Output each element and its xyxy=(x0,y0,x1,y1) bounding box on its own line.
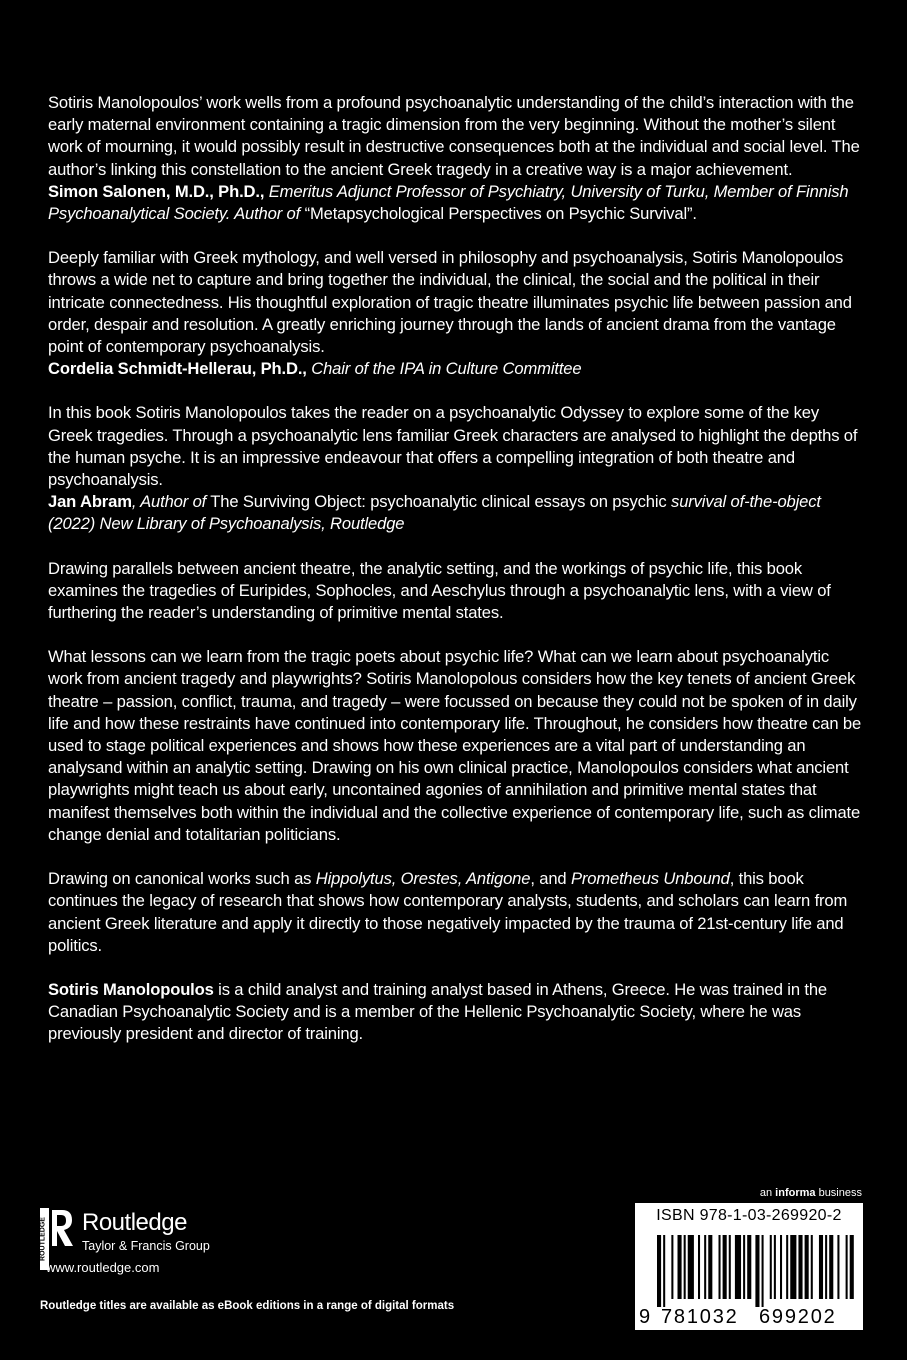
barcode-first-digit: 9 xyxy=(639,1306,651,1328)
barcode-bar xyxy=(762,1235,764,1307)
barcode-bar xyxy=(671,1235,673,1299)
barcode-bar xyxy=(786,1235,788,1299)
endorser-name: Cordelia Schmidt-Hellerau, Ph.D., xyxy=(48,359,307,379)
endorser-name: Simon Salonen, M.D., Ph.D., xyxy=(48,181,265,201)
barcode-bar xyxy=(790,1235,796,1299)
description-paragraph-1 xyxy=(48,558,863,625)
barcode-bar xyxy=(743,1235,745,1299)
barcode-bar xyxy=(805,1235,809,1299)
informa-prefix: an xyxy=(759,1187,776,1199)
barcode-bar xyxy=(780,1235,782,1299)
endorser-work: The Surviving Object: psychoanalytic clinical essays on psychic xyxy=(206,492,672,512)
barcode-bar xyxy=(657,1235,661,1307)
publisher-name: Routledge xyxy=(82,1209,187,1236)
barcode-bar xyxy=(729,1235,731,1299)
endorsement-text: Deeply familiar with Greek mythology, and well versed in philosophy and psychoanalysis, Sotiris Manolopoulos throws a wide net to capture and bring together the individual, the clinical, the social and the political in their intricate connectedness. His thoughtful exploration of tragic theatre illuminates psychic life between passion and order, despair and resolution. A greatly enriching journey through the lands of ancient drama from the vantage point of contemporary psychoanalysis. xyxy=(48,248,852,357)
barcode-bar xyxy=(688,1235,694,1299)
endorsement-text: Sotiris Manolopoulos’ work wells from a profound psychoanalytic understanding of the child’s interaction with the early maternal environment containing a tragic dimension from the very beginning. Without the mother’s silent work of mourning, it would possibly result in destructive consequences both at the individual and social level. The author’s linking this constellation to the ancient Greek tragedy in a creative way is a major achievement. xyxy=(48,93,860,179)
barcode-bar xyxy=(846,1235,848,1299)
barcode-digit-group-1: 781032 xyxy=(661,1306,739,1328)
barcode-icon xyxy=(655,1235,855,1307)
barcode-bar xyxy=(829,1235,833,1299)
barcode-bar xyxy=(663,1235,665,1307)
back-cover-text xyxy=(48,92,863,1068)
barcode-bar xyxy=(735,1235,741,1299)
description-text: What lessons can we learn from the tragic poets about psychic life? What can we learn about psychoanalytic work from ancient tragedy and playwrights? Sotiris Manolopolous considers how the key tenets of ancient Greek theatre – passion, conflict, trauma, and tragedy – were focussed on because they could not be spoken of in daily life and how these restraints have continued into contemporary life. Throughout, he considers how theatre can be used to stage political experiences and shows how these experiences are a vital part of understanding an analysand within an analytic setting. Drawing on his own clinical practice, Manolopoulos considers what ancient playwrights might teach us about early, uncontained agonies of annihilation and primitive mental states that manifest themselves both within the individual and the collective experience of contemporary life, such as climate change denial and totalitarian politicians. xyxy=(48,647,862,844)
work-title: Prometheus Unbound xyxy=(570,869,730,889)
barcode-bar xyxy=(837,1235,839,1299)
informa-brand: informa xyxy=(775,1187,816,1199)
barcode-bar xyxy=(825,1235,827,1299)
isbn-barcode-box xyxy=(635,1203,863,1330)
endorser-role: Emeritus Adjunct Professor of Psychiatry, University of Turku, Member of Finnish Psychoanalytical Society. Author of xyxy=(48,181,849,224)
about-author-text xyxy=(48,979,863,1046)
endorsement-2 xyxy=(48,247,863,380)
author-name: Sotiris Manolopoulos xyxy=(48,979,214,999)
endorsement-1 xyxy=(48,92,863,225)
barcode-bar xyxy=(704,1235,706,1299)
logo-vertical-text: ROUTLEDGE xyxy=(40,1217,47,1261)
publisher-website[interactable]: www.routledge.com xyxy=(46,1260,160,1275)
barcode-bar xyxy=(684,1235,686,1299)
description-paragraph-2 xyxy=(48,646,863,846)
barcode-bar xyxy=(798,1235,802,1299)
barcode-bar xyxy=(774,1235,776,1299)
barcode-bar xyxy=(723,1235,727,1299)
endorser-credit xyxy=(48,181,863,225)
informa-suffix: business xyxy=(815,1187,862,1199)
barcode-bar xyxy=(698,1235,700,1299)
barcode-bar xyxy=(719,1235,721,1299)
work-titles: Hippolytus, Orestes, Antigone xyxy=(315,869,531,889)
publisher-text xyxy=(82,1210,210,1254)
barcode-bar xyxy=(811,1235,813,1299)
endorser-work: “Metapsychological Perspectives on Psychic Survival”. xyxy=(304,204,697,224)
barcode-bar xyxy=(755,1235,759,1307)
ebook-note: Routledge titles are available as eBook editions in a range of digital formats xyxy=(40,1300,455,1312)
barcode-bar xyxy=(819,1235,823,1299)
isbn-label: ISBN 978-1-03-269920-2 xyxy=(656,1207,842,1224)
barcode-bar xyxy=(850,1235,854,1299)
endorsement-3 xyxy=(48,402,863,535)
author-bio: is a child analyst and training analyst based in Athens, Greece. He was trained in the Canadian Psychoanalytic Society and is a member of the Hellenic Psychoanalytic Society, where he was previously president and director of training. xyxy=(48,979,827,1044)
barcode-bar xyxy=(708,1235,712,1299)
description-paragraph-3 xyxy=(48,868,863,957)
endorser-credit xyxy=(48,491,863,535)
informa-business xyxy=(760,1187,862,1199)
endorser-role-tail: survival of-the-object (2022) New Library of Psychoanalysis, Routledge xyxy=(48,492,821,534)
endorser-role: Chair of the IPA in Culture Committee xyxy=(311,359,582,379)
description-text-a: Drawing on canonical works such as xyxy=(48,869,316,889)
description-text xyxy=(48,868,863,957)
barcode-digit-group-2: 699202 xyxy=(759,1306,837,1328)
publisher-group: Taylor & Francis Group xyxy=(82,1239,210,1253)
barcode-bar xyxy=(770,1235,772,1299)
about-author xyxy=(48,979,863,1046)
endorser-name: Jan Abram xyxy=(48,492,132,512)
description-and: , and xyxy=(530,869,571,889)
endorsement-text: In this book Sotiris Manolopoulos takes the reader on a psychoanalytic Odyssey to explore some of the key Greek tragedies. Through a psychoanalytic lens familiar Greek characters are analysed to highlight the depths of the human psyche. It is an impressive endeavour that offers a compelling integration of both theatre and psychoanalysis. xyxy=(48,403,858,490)
description-text-b: , this book continues the legacy of research that shows how contemporary analysts, students, and scholars can learn from ancient Greek literature and apply it directly to those negatively impacted by the trauma of 21st-century life and politics. xyxy=(48,869,848,955)
barcode-bar xyxy=(747,1235,751,1299)
endorser-credit xyxy=(48,358,863,380)
description-text: Drawing parallels between ancient theatre, the analytic setting, and the workings of psychic life, this book examines the tragedies of Euripides, Sophocles, and Aeschylus through a psychoanalytic lens, with a view of furthering the reader’s understanding of primitive mental states. xyxy=(48,558,831,623)
endorser-role: , Author of xyxy=(131,492,207,512)
barcode-bar xyxy=(678,1235,682,1299)
